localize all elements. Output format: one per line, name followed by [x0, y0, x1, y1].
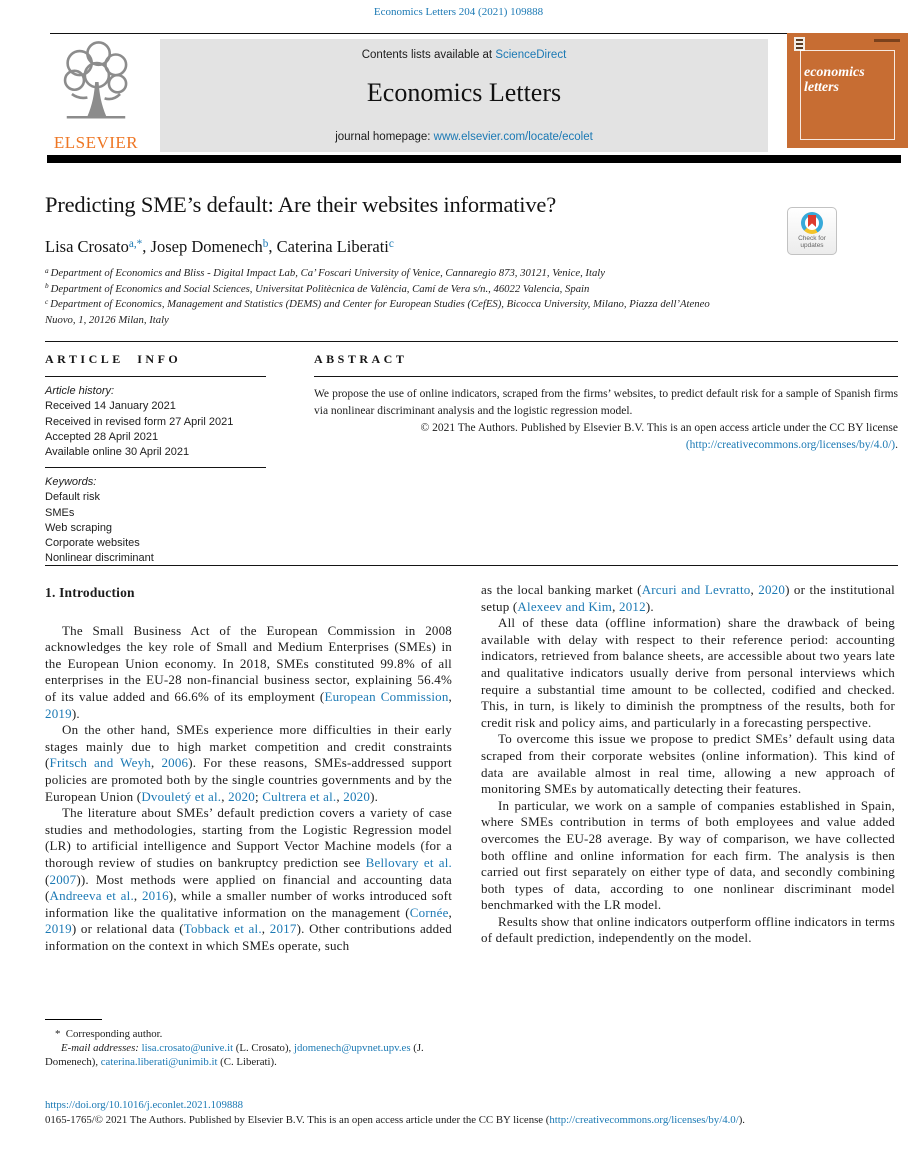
keywords-block [45, 475, 266, 566]
text-segment: In particular, we work on a sample of companies established in Spain, where SMEs contribution in terms of both employees and value added overcomes the EU-28 average. By way of comparison, we have collected both offline and online information for each firm. The analysis is then carried out first separately on either type of data, and secondly combining both types of data, according to one nonlinear discriminant model benchmarked with the LR model. [481, 797, 895, 913]
text-segment: , [133, 888, 142, 904]
cover-title [804, 63, 870, 97]
text-segment: (J. Domenech), [45, 1042, 424, 1069]
paragraph [481, 914, 895, 947]
inline-link[interactable]: Andreeva et al. [49, 888, 134, 904]
inline-link[interactable]: Cornée [409, 904, 449, 920]
keyword: Default risk [45, 491, 101, 504]
text-segment: , [221, 788, 229, 804]
inline-link[interactable]: 2007 [49, 871, 77, 887]
text-segment: The Small Business Act of the European Commission in 2008 acknowledges the key role of Small and Medium Enterprises (SMEs) in the European Union economy. In 2018, SMEs constituted 99.8% of all enterprises in the EU-28 non-financial business sector, explaining 56.4% of its value added and 66.6% of its employment ( [45, 622, 452, 704]
inline-link[interactable]: lisa.crosato@unive.it [141, 1042, 234, 1055]
keyword: Nonlinear discriminant [45, 552, 154, 565]
affiliation-a [45, 266, 740, 282]
text-segment: ). [370, 788, 379, 804]
text-segment: , Caterina Liberati [268, 237, 389, 256]
inline-link[interactable]: 2019 [45, 921, 72, 937]
text-segment: ) or the institutional setup ( [481, 582, 895, 614]
text-segment: 0165-1765/© 2021 The Authors. Published by Elsevier B.V. This is an open access article under the CC BY license ( [45, 1114, 550, 1126]
affiliations [45, 266, 740, 327]
footnote-divider [45, 1019, 102, 1020]
corresponding-author-note [45, 1027, 457, 1041]
text-segment: , Josep Domenech [142, 237, 263, 256]
text-segment: . [895, 439, 898, 452]
author-line [45, 237, 645, 257]
email-addresses-note [45, 1041, 457, 1069]
text-segment: To overcome this issue we propose to predict SMEs’ default using data scraped from their corporate websites (online information). This kind of data are available almost in real time, allowing a new approach of monitoring SMEs by automatically detecting their features. [481, 731, 895, 797]
text-segment: ). Other contributions added information on the context in which SMEs operate, such [45, 921, 452, 953]
text-segment: , [150, 755, 162, 771]
inline-link[interactable]: caterina.liberati@unimib.it [100, 1056, 218, 1069]
inline-link[interactable]: Dvouletý et al. [141, 788, 222, 804]
text-segment: , [336, 788, 344, 804]
article-history [45, 384, 266, 460]
paragraph [45, 805, 452, 954]
article-title: Predicting SME’s default: Are their websites informative? [45, 192, 556, 217]
text-segment: (L. Crosato), [233, 1042, 294, 1055]
inline-link[interactable]: 2012 [619, 598, 646, 614]
inline-link[interactable]: 2019 [45, 705, 72, 721]
divider [45, 376, 266, 377]
check-updates-line2: updates [800, 242, 824, 249]
inline-link[interactable]: Cultrera et al. [262, 788, 337, 804]
sciencedirect-link[interactable]: ScienceDirect [495, 49, 567, 61]
text-segment: On the other hand, SMEs experience more difficulties in their early stages mainly due to high market competition and credit constraints ( [45, 722, 452, 771]
text-segment: , [612, 598, 620, 614]
text-segment: Results show that online indicators outperform offline indicators in terms of default prediction, independently on the model. [481, 913, 895, 946]
keywords-label: Keywords: [45, 476, 97, 489]
homepage-line [160, 131, 768, 143]
inline-link[interactable]: 2016 [141, 888, 169, 904]
article-info-column [45, 352, 266, 566]
history-entry: Received in revised form 27 April 2021 [45, 415, 234, 428]
inline-link[interactable]: 2020 [758, 582, 786, 597]
cover-title-line2: letters [804, 80, 839, 95]
text-segment: ). [738, 1114, 745, 1126]
paragraph [481, 582, 895, 615]
text-segment: * Corresponding author. [55, 1028, 163, 1040]
check-for-updates-badge[interactable] [787, 207, 837, 255]
inline-link[interactable]: European Commission [324, 688, 449, 704]
keyword: Web scraping [45, 521, 113, 534]
affiliation-text: Department of Economics and Social Sciences, Universitat Politècnica de València, Camí de Vera s/n., 46022 Valencia, Spain [50, 282, 590, 295]
inline-link[interactable]: Tobback et al. [183, 921, 262, 937]
abstract-heading: ABSTRACT [314, 352, 408, 366]
inline-link[interactable]: Arcuri and Levratto [641, 582, 751, 597]
cover-top-text [874, 39, 900, 42]
text-segment: , [448, 688, 452, 704]
text-segment: ). [71, 705, 80, 721]
text-segment: , [448, 904, 452, 920]
text-segment: ; [254, 788, 263, 804]
text-segment: © 2021 The Authors. Published by Elsevier B.V. This is an open access article under the CC BY license [420, 422, 898, 435]
check-updates-label [788, 235, 836, 249]
cover-mini-logo-icon [794, 37, 805, 51]
history-entry: Accepted 28 April 2021 [45, 430, 159, 443]
text-segment: as the local banking market ( [481, 582, 642, 597]
inline-link[interactable]: Bellovary et al. [365, 854, 452, 870]
journal-homepage-link[interactable]: www.elsevier.com/locate/ecolet [433, 131, 593, 143]
journal-banner [160, 39, 768, 152]
inline-link[interactable]: 2020 [343, 788, 371, 804]
text-segment: Lisa Crosato [45, 237, 129, 256]
check-updates-line1: Check for [798, 235, 826, 242]
abstract-column [314, 352, 898, 454]
section-divider-top [45, 341, 898, 342]
author-affiliation-ref[interactable]: c [388, 237, 394, 250]
affiliation-marker: b [45, 282, 49, 291]
paragraph [481, 798, 895, 914]
section-heading-introduction: 1. Introduction [45, 585, 135, 600]
history-entry: Available online 30 April 2021 [45, 446, 190, 458]
paragraph [45, 722, 452, 805]
body-column-2 [481, 582, 895, 947]
affiliation-c [45, 297, 740, 327]
text-segment: ), while a smaller number of works introduced soft information like the qualitative information on the management ( [45, 888, 453, 920]
divider [45, 467, 266, 468]
paragraph [45, 623, 452, 723]
elsevier-tree-icon [53, 114, 139, 131]
text-segment: ( [45, 871, 50, 887]
inline-link[interactable]: (http://creativecommons.org/licenses/by/4.0/) [685, 439, 896, 452]
inline-link[interactable]: 2020 [228, 788, 255, 804]
affiliation-marker: a [45, 266, 49, 275]
article-info-heading: ARTICLE INFO [45, 352, 182, 366]
divider [314, 376, 898, 377]
inline-link[interactable]: Alexeev and Kim [517, 598, 613, 614]
elsevier-wordmark: ELSEVIER [53, 133, 139, 152]
body-column-1 [45, 582, 452, 954]
history-entry: Received 14 January 2021 [45, 400, 176, 413]
contents-text: Contents lists available at [361, 49, 496, 61]
keyword: Corporate websites [45, 537, 140, 550]
abstract-text: We propose the use of online indicators, scraped from the firms’ websites, to predict default risk for a sample of Spanish firms via nonlinear discriminant analysis and the logistic regression model. [314, 388, 898, 418]
affiliation-marker: c [45, 297, 49, 306]
keyword: SMEs [45, 506, 75, 519]
paragraph [481, 731, 895, 797]
journal-title: Economics Letters [366, 78, 562, 107]
abstract-copyright [314, 420, 898, 454]
inline-link[interactable]: http://creativecommons.org/licenses/by/4.0/ [549, 1114, 739, 1126]
cover-title-line1: economics [804, 65, 865, 80]
journal-citation: Economics Letters 204 (2021) 109888 [373, 6, 544, 18]
copyright-line [45, 1114, 898, 1126]
section-divider-bottom [45, 565, 898, 566]
text-segment: The literature about SMEs’ default prediction covers a variety of case studies and methodologies, starting from the Logistic Regression model (LR) to artificial intelligence and Support Vector Machine models (for a thorough review of studies on bankruptcy prediction see [45, 805, 452, 870]
affiliation-b [45, 282, 740, 298]
inline-link[interactable]: 2006 [161, 755, 189, 771]
text-segment: ). For these reasons, SMEs-addressed support policies are promoted both by the single countries governments and by the European Union ( [45, 755, 452, 804]
text-segment: (C. Liberati). [217, 1056, 277, 1069]
elsevier-logo[interactable] [45, 37, 147, 153]
text-segment: All of these data (offline information) share the drawback of being available with delay with respect to their reference period: accounting indicators, retrieved from balance sheets, are accessible about two years late and qualitative indicators usually derive from personal interviews which require a substantial time amount to be collected, codified and checked. This, in turn, is likely to diminish the promptness of the results, both for credit risk and policy aims, and particularly in a forecasting perspective. [481, 615, 895, 730]
inline-link[interactable]: jdomenech@upvnet.upv.es [293, 1042, 411, 1055]
footnote [45, 1019, 457, 1070]
author-affiliation-ref[interactable]: b [262, 237, 269, 250]
header-thick-divider [47, 155, 901, 163]
inline-link[interactable]: 2017 [269, 921, 297, 937]
text-segment: , [261, 921, 270, 937]
text-segment: , [750, 582, 759, 597]
text-segment: E-mail addresses: [61, 1042, 142, 1055]
affiliation-text: Department of Economics, Management and Statistics (DEMS) and Center for European Studies (CefES), Bicocca University, Milano, Piazza dell’Ateneo Nuovo, 1, 20126 Milan, Italy [45, 298, 710, 326]
affiliation-text: Department of Economics and Bliss - Digital Impact Lab, Ca’ Foscari University of Venice, Cannaregio 873, 30121, Venice, Italy [50, 267, 606, 279]
homepage-label: journal homepage: [335, 131, 434, 143]
text-segment: ) or relational data ( [71, 921, 184, 937]
top-divider [50, 33, 787, 34]
journal-cover-thumbnail[interactable] [787, 33, 908, 148]
text-segment: ). [645, 598, 654, 614]
doi-link[interactable]: https://doi.org/10.1016/j.econlet.2021.109888 [45, 1099, 244, 1111]
author-affiliation-ref[interactable]: a,* [128, 237, 143, 250]
inline-link[interactable]: Fritsch and Weyh [49, 755, 151, 771]
contents-line [160, 39, 768, 61]
crossmark-icon [801, 212, 823, 234]
paragraph [481, 615, 895, 731]
text-segment: )). Most methods were applied on financial and accounting data ( [45, 871, 452, 904]
history-label: Article history: [45, 385, 115, 398]
